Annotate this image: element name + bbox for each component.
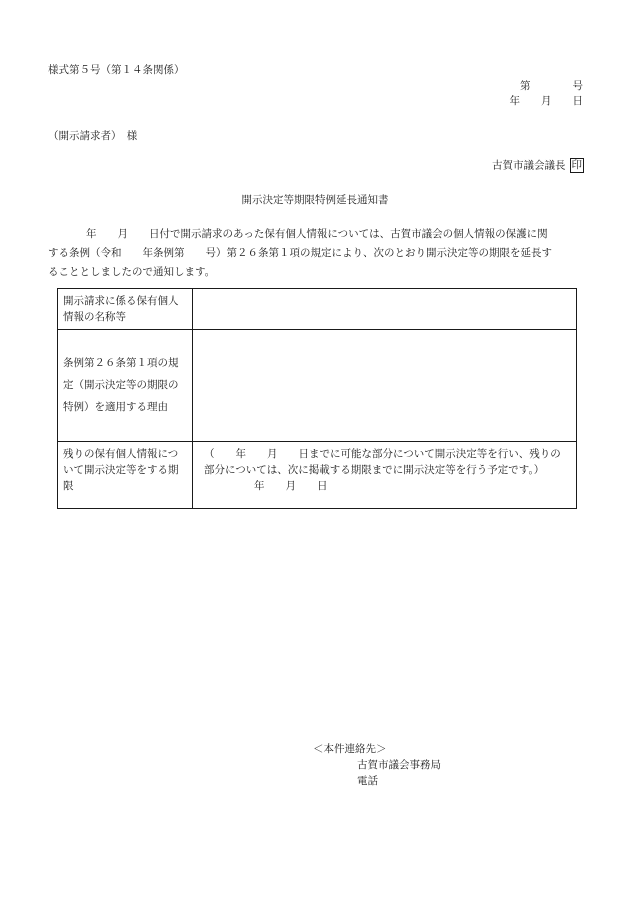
contact-phone-label: 電話 (357, 775, 378, 787)
info-table (57, 288, 577, 509)
contact-heading: ＜本件連絡先＞ (313, 743, 387, 755)
body-line-2: する条例（令和 年条例第 号）第２６条第１項の規定により、次のとおり開示決定等の期限を延長す (48, 247, 552, 259)
document-title: 開示決定等期限特例延長通知書 (241, 194, 389, 206)
row-label: 残りの保有個人情報について開示決定等をする期限 (63, 448, 179, 492)
requester-line: （開示請求者） 様 (48, 130, 138, 142)
deadline-date: 年 月 日 (254, 480, 328, 492)
table-row (58, 442, 577, 509)
table-row (58, 289, 577, 330)
row-value-cell (193, 289, 577, 330)
sender-name: 古賀市議会議長 (492, 159, 566, 172)
body-paragraph (48, 225, 582, 282)
row-value: （ 年 月 日までに可能な部分について開示決定等を行い、残りの部分については、次に掲載する期限までに開示決定等を行う予定です。） (204, 448, 561, 476)
table-row (58, 330, 577, 442)
body-line-1: 年 月 日付で開示請求のあった保有個人情報については、古賀市議会の個人情報の保護に関 (86, 228, 548, 240)
row-label-cell (58, 330, 193, 442)
row-label: 条例第２６条第１項の規定（開示決定等の期限の特例）を適用する理由 (63, 357, 179, 413)
form-number-label: 様式第５号（第１４条関係） (48, 64, 185, 76)
contact-office: 古賀市議会事務局 (357, 759, 441, 771)
body-line-3: ることとしましたので通知します。 (48, 266, 216, 278)
document-number: 第 号 (520, 80, 583, 92)
document-number-block (510, 80, 584, 109)
contact-block (313, 741, 441, 789)
sender-line (492, 158, 584, 173)
row-value-cell (193, 442, 577, 509)
row-label-cell (58, 442, 193, 509)
document-date: 年 月 日 (509, 94, 583, 107)
row-label: 開示請求に係る保有個人情報の名称等 (63, 295, 179, 323)
seal-mark: 印 (571, 159, 582, 171)
row-value-cell (193, 330, 577, 442)
row-label-cell (58, 289, 193, 330)
